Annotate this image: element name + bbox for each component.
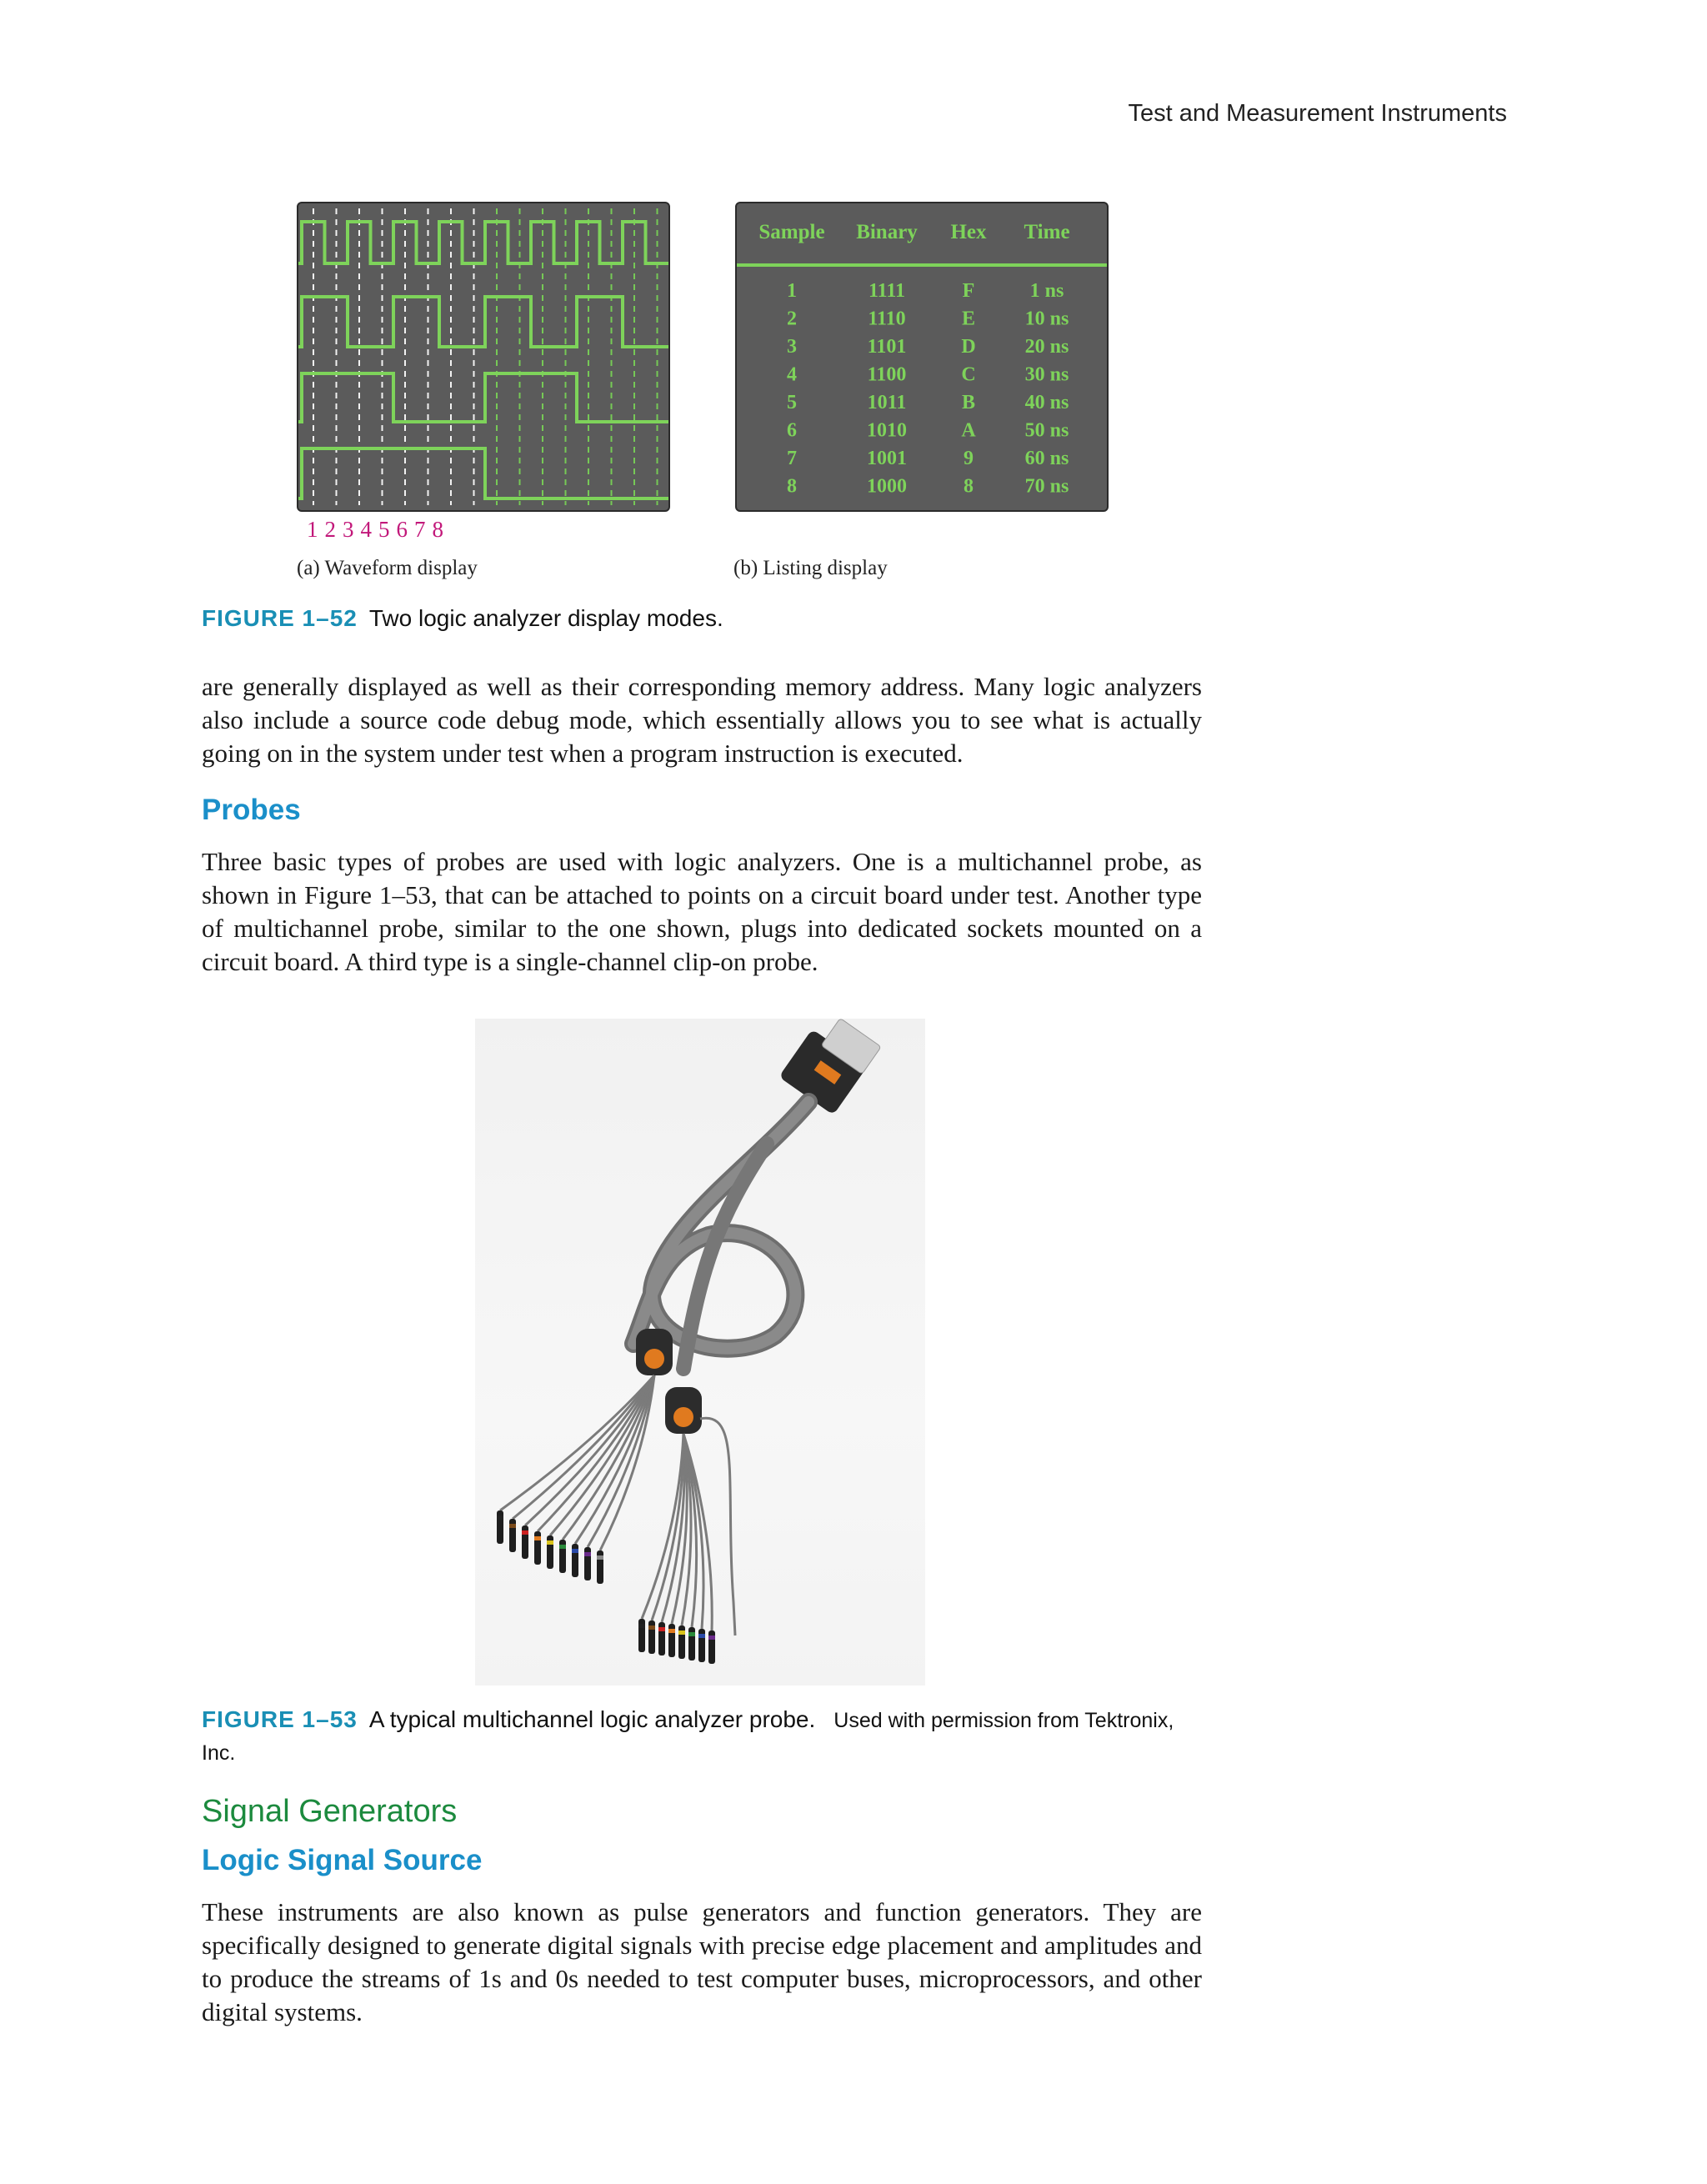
sample-number: 1 [307,517,318,542]
waveform-traces [298,203,668,510]
listing-cell: 10 ns [1024,308,1069,330]
sample-number-row [307,517,450,543]
heading-probes: Probes [202,794,301,826]
listing-cell: A [961,419,976,442]
listing-cell: 60 ns [1024,448,1069,469]
figure-53-label: FIGURE 1–53 [202,1706,358,1732]
probe-tip-band [509,1524,516,1528]
sample-number: 2 [324,517,336,542]
listing-header: Sample [758,221,825,243]
listing-cell: 4 [787,363,797,386]
listing-cell: 50 ns [1024,419,1069,442]
paragraph-logic-signal-source: These instruments are also known as pulse generators and function generators. They are specifically designed to generate digital signals with precise edge placement and amplitudes and to produce the streams of 1s and 0s needed to test computer buses, microprocessors, and other digital systems. [202,1897,1202,2026]
listing-cell: 1011 [867,392,907,413]
listing-header: Hex [950,221,987,243]
listing-cell: C [961,363,976,386]
figure-53-title: A typical multichannel logic analyzer probe. [368,1706,816,1732]
waveform-trace [298,373,668,422]
probe-tip-band [597,1555,603,1560]
probe-tip-band [648,1625,655,1630]
waveform-subcaption: (a) Waveform display [297,557,478,579]
listing-cell: 40 ns [1024,392,1069,413]
listing-cell: 1100 [867,363,907,386]
listing-cell: 20 ns [1024,336,1069,358]
listing-cell: 1101 [867,336,907,358]
probe-tip-band [688,1632,695,1636]
paragraph-continuation: are generally displayed as well as their corresponding memory address. Many logic analyzers also include a source code debug mode, which essentially allows you to see what is actually going on in the system under test when a program instruction is executed. [202,672,1202,768]
probe-tip-band [497,1515,503,1520]
probe-tip-band [678,1630,685,1635]
probe-tip-band [572,1549,578,1553]
listing-cell: 1000 [867,475,907,498]
probe-tip-band [668,1629,675,1633]
listing-cell: 9 [964,448,974,469]
listing-header: Time [1024,221,1070,243]
heading-logic-signal-source: Logic Signal Source [202,1844,483,1876]
listing-cell: 1010 [867,419,907,442]
figure-52-label: FIGURE 1–52 [202,605,358,631]
probe-tip-band [522,1530,528,1535]
listing-cell: 1111 [868,280,906,302]
figure-53-credit: Used with permission from Tektronix, Inc. [202,1709,1174,1765]
probe-illustration [475,1019,925,1686]
probe-tip-band [547,1540,553,1545]
listing-cell: 5 [787,392,797,413]
listing-display [735,202,1109,512]
waveform-trace [298,448,668,498]
waveform-trace [298,297,668,347]
listing-cell: B [961,392,976,413]
listing-cell: 6 [787,419,797,442]
probe-tip-band [584,1552,591,1556]
waveform-display [297,202,670,512]
probe-photo [475,1019,925,1686]
listing-cell: 1 [787,280,797,302]
probe-tip-band [708,1635,715,1640]
listing-table [737,203,1107,510]
listing-cell: 3 [787,336,797,358]
running-head: Test and Measurement Instruments [1128,100,1507,127]
figure-53-caption [202,1704,1202,1769]
listing-cell: 2 [787,308,797,330]
probe-tip-band [698,1634,705,1638]
waveform-trace [298,222,668,263]
probe-tip-band [658,1627,665,1631]
listing-cell: D [961,336,976,358]
probe-tip-band [534,1536,541,1540]
listing-cell: 8 [964,475,974,498]
listing-cell: 70 ns [1024,475,1069,498]
listing-cell: 1110 [868,308,906,330]
listing-cell: 7 [787,448,797,469]
listing-cell: 1001 [867,448,907,469]
sample-number: 3 [343,517,354,542]
listing-cell: 30 ns [1024,363,1069,386]
figure-52-caption [202,605,723,632]
figure-52-title: Two logic analyzer display modes. [368,605,723,631]
sample-number: 6 [396,517,408,542]
listing-header: Binary [856,221,918,243]
probe-tip-band [559,1545,566,1549]
sample-number: 5 [378,517,390,542]
listing-subcaption: (b) Listing display [733,557,888,579]
probe-tip-band [638,1624,645,1628]
sample-number: 7 [414,517,426,542]
listing-cell: 1 ns [1029,280,1064,302]
paragraph-probes: Three basic types of probes are used with logic analyzers. One is a multichannel probe, as shown in Figure 1–53, that can be attached to points on a circuit board under test. Another type of multichannel probe, similar to the one shown, plugs into dedicated sockets mounted on a circuit board. A third type is a single-channel clip-on probe. [202,847,1202,976]
heading-signal-generators: Signal Generators [202,1794,458,1829]
sample-number: 8 [432,517,443,542]
sample-number: 4 [360,517,372,542]
listing-cell: F [962,280,975,302]
listing-cell: E [961,308,976,330]
listing-cell: 8 [787,475,797,498]
